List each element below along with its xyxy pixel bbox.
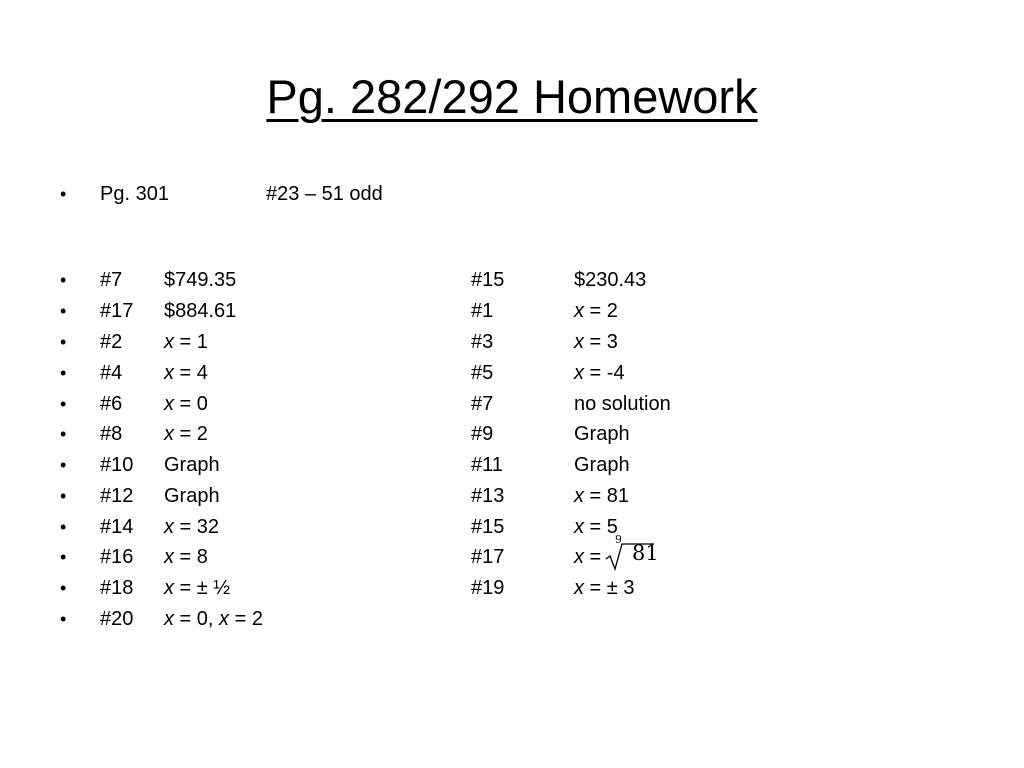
- bullet-icon: •: [60, 301, 67, 321]
- answer: x = 0, x = 2: [164, 608, 263, 630]
- bullet-icon: •: [60, 363, 67, 383]
- list-item: [60, 327, 440, 357]
- answer: x = 8: [164, 546, 208, 568]
- list-item: [471, 481, 771, 511]
- answer: Graph: [574, 454, 630, 476]
- problem-number: #7: [100, 269, 123, 291]
- bullet-icon: •: [60, 578, 67, 598]
- list-item: [471, 389, 771, 419]
- answer: Graph: [164, 485, 220, 507]
- bullet-icon: •: [60, 332, 67, 352]
- bullet-icon: •: [60, 609, 67, 629]
- list-item: [60, 265, 440, 295]
- problem-number: #4: [100, 362, 123, 384]
- answer: x = 0: [164, 393, 208, 415]
- list-item: [471, 533, 771, 572]
- problem-number: #5: [471, 362, 494, 384]
- problem-number: #2: [100, 331, 123, 353]
- answer: Graph: [574, 423, 630, 445]
- problem-number: #17: [471, 546, 505, 568]
- bullet-icon: •: [60, 270, 67, 290]
- answer: Graph: [164, 454, 220, 476]
- list-item: [60, 419, 440, 449]
- list-item: [471, 327, 771, 357]
- problem-number: #17: [100, 300, 134, 322]
- problem-number: #9: [471, 423, 494, 445]
- list-item: [60, 481, 440, 511]
- answer: x = 81: [574, 485, 630, 507]
- answer: no solution: [574, 393, 671, 415]
- list-item: [471, 573, 771, 603]
- problem-number: #8: [100, 423, 123, 445]
- root-index: 9: [615, 533, 622, 546]
- radicand: 81: [632, 541, 659, 565]
- list-item: [60, 604, 440, 634]
- bullet-icon: •: [60, 184, 67, 204]
- list-item: [60, 296, 440, 326]
- answer: x = 32: [164, 516, 220, 538]
- answer: x =: [574, 546, 602, 568]
- problem-number: #7: [471, 393, 494, 415]
- problem-number: #19: [471, 577, 505, 599]
- problem-number: #1: [471, 300, 494, 322]
- problem-number: #15: [471, 269, 505, 291]
- problem-number: #3: [471, 331, 494, 353]
- assignment-problems: #23 – 51 odd: [266, 183, 383, 205]
- problem-number: #12: [100, 485, 134, 507]
- answer: x = 4: [164, 362, 208, 384]
- answer: x = 1: [164, 331, 208, 353]
- list-item: [471, 265, 771, 295]
- bullet-icon: •: [60, 424, 67, 444]
- slide-title: Pg. 282/292 Homework: [266, 70, 758, 123]
- list-item: [60, 389, 440, 419]
- list-item: [60, 573, 440, 603]
- problem-number: #14: [100, 516, 134, 538]
- answer: x = 3: [574, 331, 618, 353]
- bullet-icon: •: [60, 455, 67, 475]
- list-item: [471, 450, 771, 480]
- bullet-icon: •: [60, 547, 67, 567]
- answer: x = ± 3: [574, 577, 635, 599]
- answer: $884.61: [164, 300, 237, 322]
- answer: $230.43: [574, 269, 647, 291]
- problem-number: #11: [471, 454, 503, 476]
- problem-number: #10: [100, 454, 134, 476]
- problem-number: #18: [100, 577, 134, 599]
- answer: x = -4: [574, 362, 625, 384]
- assignment-page: Pg. 301: [100, 183, 169, 205]
- problem-number: #20: [100, 608, 134, 630]
- answer: x = ± ½: [164, 577, 231, 599]
- list-item: [471, 419, 771, 449]
- bullet-icon: •: [60, 394, 67, 414]
- list-item: [60, 358, 440, 388]
- answer: x = 2: [164, 423, 208, 445]
- list-item: [471, 296, 771, 326]
- list-item: [60, 450, 440, 480]
- list-item: [471, 358, 771, 388]
- bullet-icon: •: [60, 486, 67, 506]
- nth-root-expression: [604, 533, 664, 572]
- answer: $749.35: [164, 269, 237, 291]
- problem-number: #6: [100, 393, 123, 415]
- list-item: [60, 512, 440, 542]
- bullet-icon: •: [60, 517, 67, 537]
- problem-number: #15: [471, 516, 505, 538]
- problem-number: #13: [471, 485, 505, 507]
- answer: x = 2: [574, 300, 618, 322]
- list-item: [60, 542, 440, 572]
- assignment-line: [60, 179, 480, 209]
- answer: x = 5: [574, 516, 618, 538]
- problem-number: #16: [100, 546, 134, 568]
